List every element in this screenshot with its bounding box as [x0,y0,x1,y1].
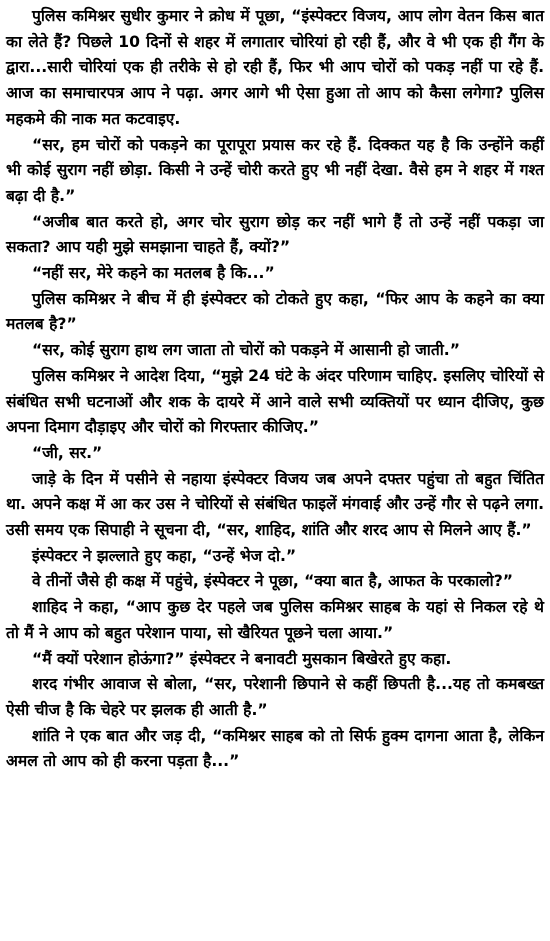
paragraph-4: “नहीं सर, मेरे कहने का मतलब है कि...” [32,264,275,283]
paragraph-8: “जी, सर.” [32,443,103,462]
paragraph-6: “सर, कोई सुराग हाथ लग जाता तो चोरों को पकड़ने में आसानी हो जाती.” [32,341,460,360]
paragraph-14: शरद गंभीर आवाज से बोला, “सर, परेशानी छिपाने से कहीं छिपती है...यह तो कमबख्त ऐसी चीज है कि चेहरे पर झलक ही आती है.” [6,675,544,719]
paragraph-12: शाहिद ने कहा, “आप कुछ देर पहले जब पुलिस कमिश्नर साहब के यहां से निकल रहे थे तो मैं ने आप को बहुत परेशान पाया, सो खैरियत पूछने चला आया.” [6,598,544,642]
paragraph-10: इंस्पेक्टर ने झल्लाते हुए कहा, “उन्हें भेज दो.” [32,546,297,565]
paragraph-9: जाड़े के दिन में पसीने से नहाया इंस्पेक्टर विजय जब अपने दफ्तर पहुंचा तो बहुत चिंतित था. अपने कक्ष में आ कर उस ने चोरियों से संबंधित फाइलें मंगवाई और उन्हें गौर से पढ़ने लगा. उसी समय एक सिपाही ने सूचना दी, “सर, शाहिद, शांति और शरद आप से मिलने आए हैं.” [6,469,544,540]
paragraph-3: “अजीब बात करते हो, अगर चोर सुराग छोड़ कर नहीं भागे हैं तो उन्हें नहीं पकड़ा जा सकता? आप यही मुझे समझाना चाहते हैं, क्यों?” [6,212,544,257]
paragraph-11: वे तीनों जैसे ही कक्ष में पहुंचे, इंस्पेक्टर ने पूछा, “क्या बात है, आफत के परकालो?” [32,572,514,591]
paragraph-2: “सर, हम चोरों को पकड़ने का पूरापूरा प्रयास कर रहे हैं. दिक्कत यह है कि उन्होंने कहीं भी कोई सुराग नहीं छोड़ा. किसी ने उन्हें चोरी करते हुए भी नहीं देखा. वैसे हम ने शहर में गश्त बढ़ा दी है.” [6,135,544,205]
paragraph-7: पुलिस कमिश्नर ने आदेश दिया, “मुझे 24 घंटे के अंदर परिणाम चाहिए. इसलिए चोरियों से संबंधित सभी घटनाओं और शक के दायरे में आने वाले सभी व्यक्तियों पर ध्यान दीजिए, कुछ अपना दिमाग दौड़ाइए और चोरों को गिरफ्तार कीजिए.” [6,366,544,437]
paragraph-5: पुलिस कमिश्नर ने बीच में ही इंस्पेक्टर को टोकते हुए कहा, “फिर आप के कहने का क्या मतलब है?” [6,289,544,334]
paragraph-1: पुलिस कमिश्नर सुधीर कुमार ने क्रोध में पूछा, “इंस्पेक्टर विजय, आप लोग वेतन किस बात का लेते हैं? पिछले 10 दिनों से शहर में लगातार चोरियां हो रही हैं, और वे भी एक ही गैंग के द्वारा...सारी चोरियां एक ही तरीके से हो रही हैं, फिर भी आप चोरों को पकड़ नहीं पा रहे हैं. आज का समाचारपत्र आप ने पढ़ा. अगर आगे भी ऐसा हुआ तो आप को कैसा लगेगा? पुलिस महकमे की नाक मत कटवाइए. [6,7,544,128]
paragraph-13: “मैं क्यों परेशान होऊंगा?” इंस्पेक्टर ने बनावटी मुसकान बिखेरते हुए कहा. [32,649,452,668]
paragraph-15: शांति ने एक बात और जड़ दी, “कमिश्नर साहब को तो सिर्फ हुक्म दागना आता है, लेकिन अमल तो आप को ही करना पड़ता है...” [6,726,544,771]
